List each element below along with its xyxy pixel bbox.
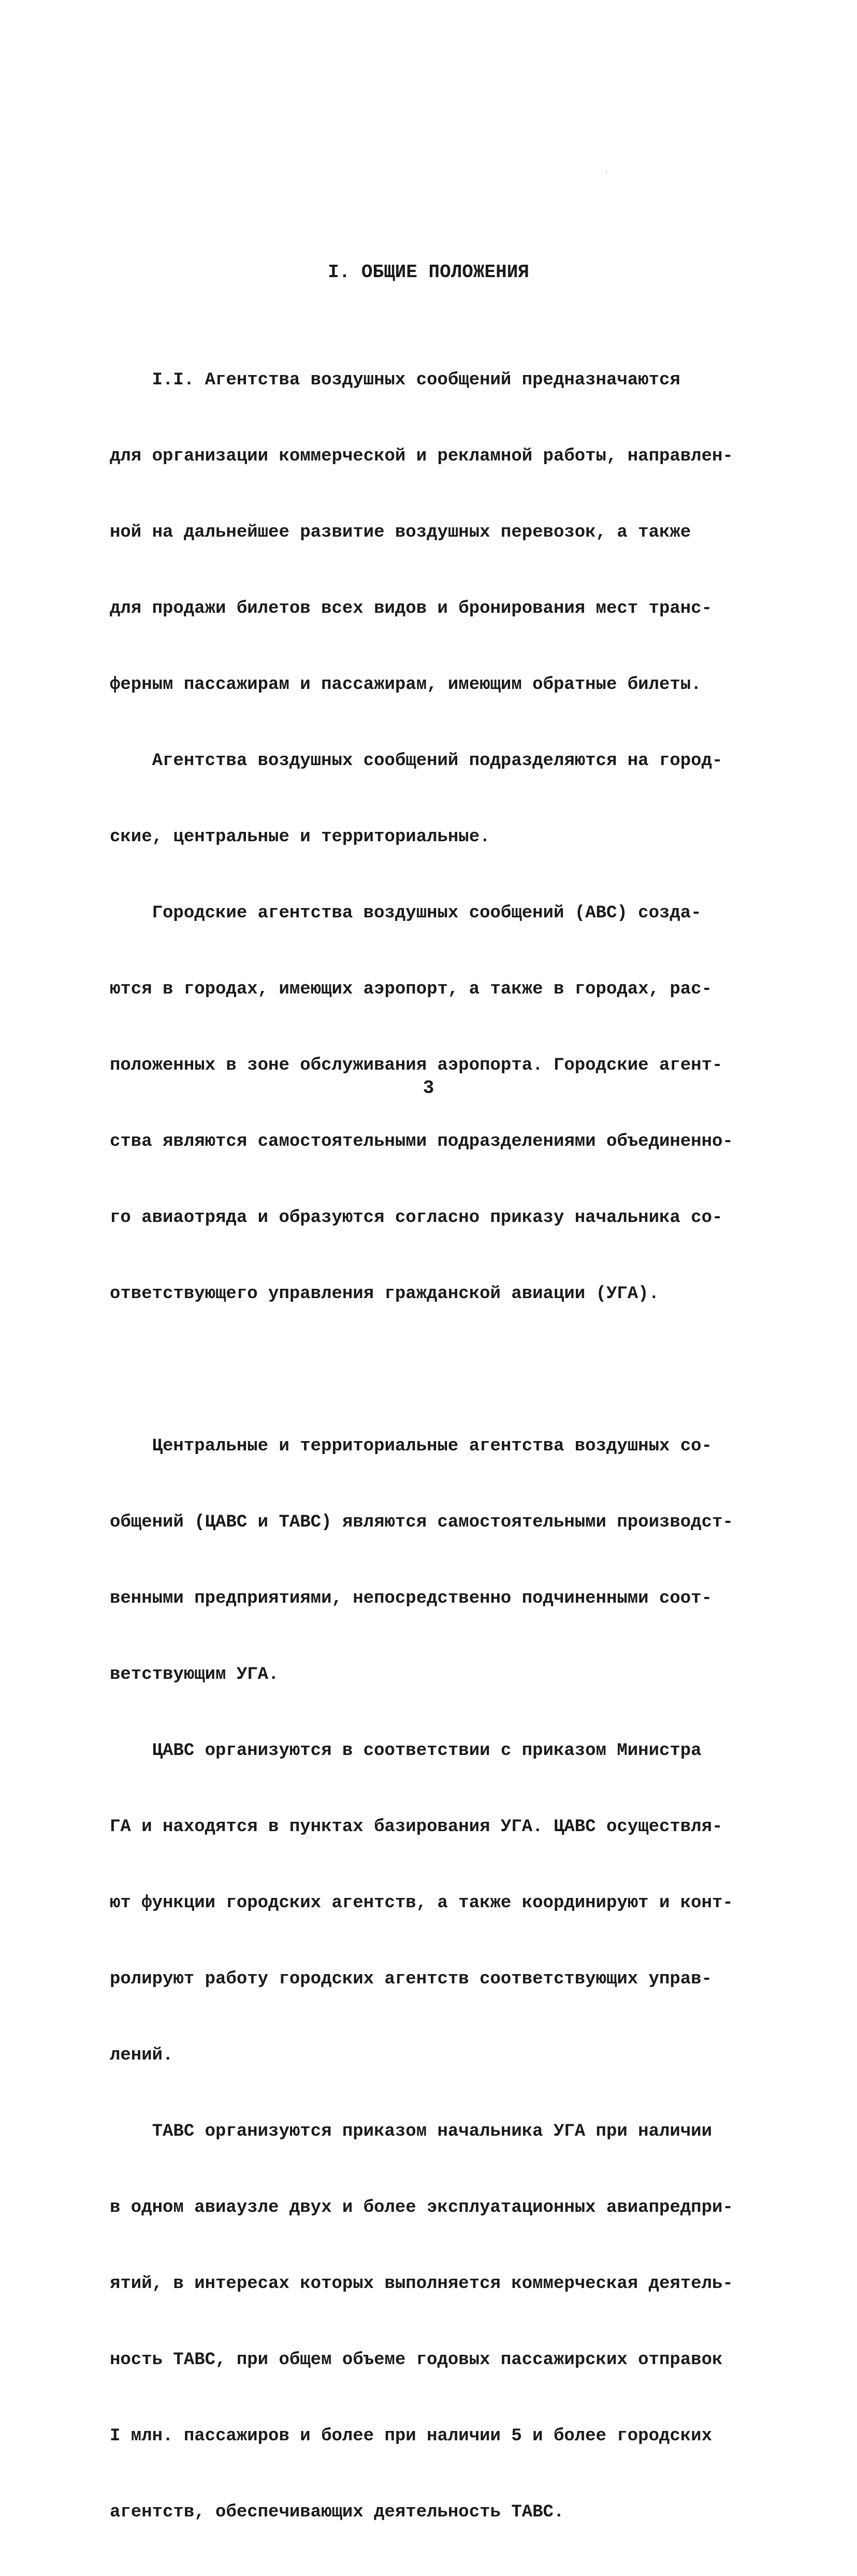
text-line: лений. (110, 2046, 173, 2065)
text-line: Городские агентства воздушных сообщений (АВС) созда- (110, 903, 702, 923)
text-line: в одном авиаузле двух и более эксплуатационных авиапредпри- (110, 2198, 733, 2218)
text-line: I млн. пассажиров и более при наличии 5 и более городских (110, 2426, 712, 2446)
text-line: го авиаотряда и образуются согласно приказу начальника со- (110, 1208, 723, 1228)
section-heading: I. ОБЩИЕ ПОЛОЖЕНИЯ (328, 262, 529, 283)
text-line: общений (ЦАВС и ТАВС) являются самостоятельными производст- (110, 1513, 733, 1532)
text-line: ветствующим УГА. (110, 1665, 279, 1685)
text-line: I.I. Агентства воздушных сообщений предназначаются (110, 370, 680, 390)
text-line: ства являются самостоятельными подразделениями объединенно- (110, 1132, 733, 1152)
text-line: ЦАВС организуются в соответствии с приказом Министра (110, 1741, 702, 1761)
text-line: ферным пассажирам и пассажирам, имеющим обратные билеты. (110, 675, 702, 695)
text-line: венными предприятиями, непосредственно подчиненными соот- (110, 1589, 712, 1608)
text-line: ответствующего управления гражданской авиации (УГА). (110, 1284, 659, 1304)
text-line: для продажи билетов всех видов и бронирования мест транс- (110, 599, 712, 618)
scan-speck (606, 171, 607, 172)
text-line: ролируют работу городских агентств соответствующих управ- (110, 1969, 712, 1989)
text-line: положенных в зоне обслуживания аэропорта. Городские агент- (110, 1056, 723, 1075)
text-line: Агентства воздушных сообщений подразделяются на город- (110, 751, 723, 771)
text-line: для организации коммерческой и рекламной работы, направлен- (110, 447, 733, 466)
text-line: Центральные и территориальные агентства воздушных со- (110, 1436, 712, 1456)
text-line: ТАВС организуются приказом начальника УГА при наличии (110, 2122, 712, 2141)
body-text (110, 317, 752, 2576)
text-line: ские, центральные и территориальные. (110, 827, 490, 847)
paragraph-gap (110, 1358, 752, 1383)
text-line: ГА и находятся в пунктах базирования УГА. ЦАВС осуществля- (110, 1817, 723, 1837)
text-line: ятий, в интересах которых выполняется коммерческая деятель- (110, 2274, 733, 2294)
text-line: ной на дальнейшее развитие воздушных перевозок, а также (110, 523, 691, 542)
text-line: агентств, обеспечивающих деятельность ТАВС. (110, 2502, 564, 2522)
page-number: 3 (423, 1077, 434, 1099)
text-line: ют функции городских агентств, а также координируют и конт- (110, 1893, 733, 1913)
text-line: ются в городах, имеющих аэропорт, а также в городах, рас- (110, 980, 712, 999)
text-line: ность ТАВС, при общем объеме годовых пассажирских отправок (110, 2350, 723, 2370)
